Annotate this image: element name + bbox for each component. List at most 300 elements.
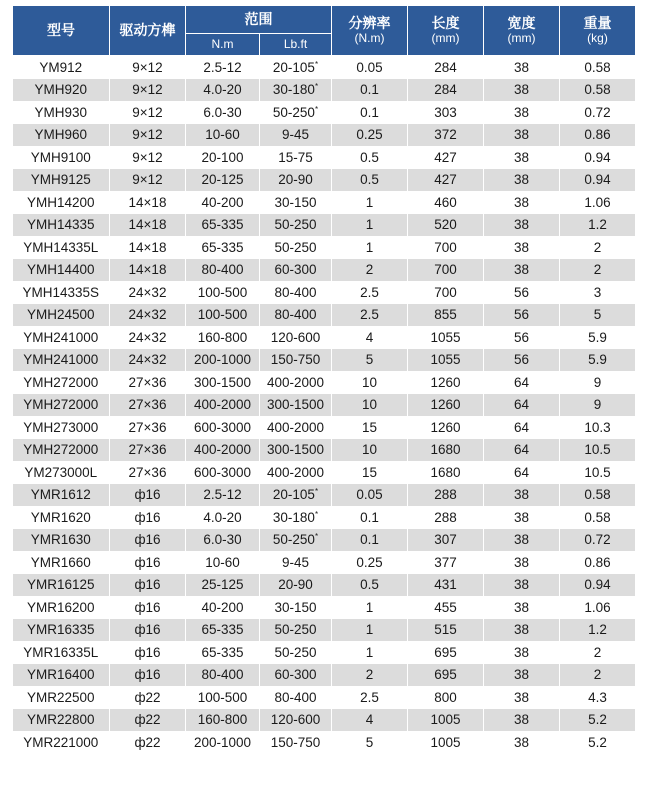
- cell-drive: ф16: [110, 551, 186, 574]
- cell-width: 38: [484, 191, 560, 214]
- cell-drive: 14×18: [110, 236, 186, 259]
- cell-drive: 9×12: [110, 101, 186, 124]
- cell-range-nm: 100-500: [186, 686, 260, 709]
- cell-weight: 1.2: [560, 619, 636, 642]
- cell-drive: 24×32: [110, 304, 186, 327]
- cell-width: 38: [484, 664, 560, 687]
- cell-range-nm: 4.0-20: [186, 506, 260, 529]
- cell-range-nm: 2.5-12: [186, 56, 260, 79]
- cell-width: 38: [484, 551, 560, 574]
- cell-resolution: 1: [332, 596, 408, 619]
- cell-weight: 0.58: [560, 79, 636, 102]
- cell-range-nm: 6.0-30: [186, 101, 260, 124]
- cell-resolution: 10: [332, 394, 408, 417]
- cell-weight: 1.2: [560, 214, 636, 237]
- cell-model: YMH14200: [13, 191, 110, 214]
- cell-length: 800: [408, 686, 484, 709]
- cell-range-lbft: 60-300: [260, 259, 332, 282]
- cell-model: YMR16200: [13, 596, 110, 619]
- cell-range-lbft: 30-180*: [260, 79, 332, 102]
- cell-width: 38: [484, 484, 560, 507]
- cell-range-lbft: 15-75: [260, 146, 332, 169]
- cell-model: YMR16400: [13, 664, 110, 687]
- cell-drive: ф16: [110, 484, 186, 507]
- cell-width: 38: [484, 574, 560, 597]
- cell-resolution: 0.5: [332, 574, 408, 597]
- cell-length: 700: [408, 281, 484, 304]
- table-header: [13, 6, 636, 56]
- cell-weight: 1.06: [560, 191, 636, 214]
- header-resolution: [332, 6, 408, 56]
- cell-range-lbft: 50-250*: [260, 529, 332, 552]
- cell-range-nm: 600-3000: [186, 416, 260, 439]
- cell-width: 38: [484, 169, 560, 192]
- footnote-mark: *: [314, 59, 319, 69]
- cell-resolution: 0.25: [332, 124, 408, 147]
- cell-width: 38: [484, 124, 560, 147]
- cell-range-nm: 65-335: [186, 619, 260, 642]
- cell-width: 38: [484, 236, 560, 259]
- cell-drive: 27×36: [110, 371, 186, 394]
- cell-width: 38: [484, 259, 560, 282]
- cell-model: YMR1630: [13, 529, 110, 552]
- cell-range-lbft: 150-750: [260, 731, 332, 754]
- cell-range-nm: 40-200: [186, 596, 260, 619]
- table-row: [13, 664, 636, 687]
- cell-range-lbft: 150-750: [260, 349, 332, 372]
- cell-resolution: 5: [332, 349, 408, 372]
- torque-wrench-spec-table: [12, 5, 636, 754]
- cell-drive: ф16: [110, 596, 186, 619]
- cell-width: 64: [484, 371, 560, 394]
- footnote-mark: *: [314, 509, 319, 519]
- cell-weight: 10.5: [560, 439, 636, 462]
- table-row: [13, 371, 636, 394]
- cell-model: YMR16335: [13, 619, 110, 642]
- cell-resolution: 0.1: [332, 101, 408, 124]
- cell-range-lbft: 80-400: [260, 686, 332, 709]
- cell-weight: 0.86: [560, 551, 636, 574]
- cell-range-nm: 80-400: [186, 259, 260, 282]
- cell-drive: ф22: [110, 686, 186, 709]
- table-row: [13, 304, 636, 327]
- cell-resolution: 15: [332, 461, 408, 484]
- cell-weight: 9: [560, 394, 636, 417]
- cell-model: YMH14335S: [13, 281, 110, 304]
- cell-resolution: 1: [332, 641, 408, 664]
- cell-weight: 3: [560, 281, 636, 304]
- footnote-mark: *: [314, 487, 319, 497]
- cell-range-nm: 65-335: [186, 214, 260, 237]
- cell-resolution: 1: [332, 236, 408, 259]
- cell-weight: 5.9: [560, 349, 636, 372]
- cell-weight: 0.58: [560, 56, 636, 79]
- cell-model: YMH241000: [13, 349, 110, 372]
- table-row: [13, 236, 636, 259]
- cell-weight: 2: [560, 641, 636, 664]
- cell-width: 38: [484, 731, 560, 754]
- cell-range-nm: 80-400: [186, 664, 260, 687]
- cell-range-lbft: 50-250: [260, 214, 332, 237]
- table-row: [13, 506, 636, 529]
- table-row: [13, 169, 636, 192]
- cell-range-lbft: 300-1500: [260, 439, 332, 462]
- cell-resolution: 2: [332, 259, 408, 282]
- cell-range-nm: 100-500: [186, 281, 260, 304]
- cell-model: YMH960: [13, 124, 110, 147]
- table-row: [13, 641, 636, 664]
- table-row: [13, 259, 636, 282]
- cell-weight: 0.58: [560, 506, 636, 529]
- cell-length: 1260: [408, 416, 484, 439]
- table-row: [13, 394, 636, 417]
- cell-range-lbft: 80-400: [260, 304, 332, 327]
- cell-length: 284: [408, 56, 484, 79]
- cell-width: 38: [484, 686, 560, 709]
- cell-range-lbft: 120-600: [260, 709, 332, 732]
- cell-model: YMH14335L: [13, 236, 110, 259]
- header-resolution-label: 分辨率: [348, 15, 391, 32]
- header-model: 型号: [13, 6, 110, 56]
- cell-drive: ф16: [110, 664, 186, 687]
- cell-drive: ф16: [110, 574, 186, 597]
- cell-model: YMH272000: [13, 394, 110, 417]
- cell-drive: 24×32: [110, 326, 186, 349]
- header-range-lbft: Lb.ft: [260, 34, 332, 56]
- table-row: [13, 349, 636, 372]
- cell-length: 284: [408, 79, 484, 102]
- cell-range-lbft: 50-250*: [260, 101, 332, 124]
- cell-range-nm: 40-200: [186, 191, 260, 214]
- cell-weight: 4.3: [560, 686, 636, 709]
- cell-weight: 0.86: [560, 124, 636, 147]
- cell-resolution: 0.1: [332, 506, 408, 529]
- cell-length: 855: [408, 304, 484, 327]
- cell-resolution: 2: [332, 664, 408, 687]
- cell-range-nm: 25-125: [186, 574, 260, 597]
- cell-weight: 0.72: [560, 101, 636, 124]
- cell-range-lbft: 20-90: [260, 169, 332, 192]
- table-row: [13, 191, 636, 214]
- cell-model: YMH14335: [13, 214, 110, 237]
- cell-length: 377: [408, 551, 484, 574]
- cell-model: YMH272000: [13, 439, 110, 462]
- cell-weight: 0.94: [560, 146, 636, 169]
- cell-model: YMR16335L: [13, 641, 110, 664]
- cell-length: 1005: [408, 731, 484, 754]
- header-drive: 驱动方榫: [110, 6, 186, 56]
- cell-range-lbft: 400-2000: [260, 371, 332, 394]
- cell-weight: 5.2: [560, 731, 636, 754]
- cell-length: 288: [408, 506, 484, 529]
- table-row: [13, 484, 636, 507]
- cell-drive: 14×18: [110, 191, 186, 214]
- table-row: [13, 529, 636, 552]
- cell-width: 38: [484, 101, 560, 124]
- table-row: [13, 574, 636, 597]
- cell-range-nm: 20-125: [186, 169, 260, 192]
- cell-range-lbft: 60-300: [260, 664, 332, 687]
- table-row: [13, 326, 636, 349]
- cell-width: 38: [484, 529, 560, 552]
- header-length: [408, 6, 484, 56]
- footnote-mark: *: [314, 532, 319, 542]
- cell-length: 288: [408, 484, 484, 507]
- header-weight-unit: (kg): [587, 30, 608, 45]
- header-range: 范围: [186, 6, 332, 34]
- cell-range-lbft: 300-1500: [260, 394, 332, 417]
- cell-range-lbft: 9-45: [260, 124, 332, 147]
- table-row: [13, 101, 636, 124]
- cell-resolution: 1: [332, 191, 408, 214]
- cell-drive: 27×36: [110, 416, 186, 439]
- cell-width: 38: [484, 506, 560, 529]
- cell-model: YMR1612: [13, 484, 110, 507]
- cell-drive: 27×36: [110, 461, 186, 484]
- cell-resolution: 0.5: [332, 169, 408, 192]
- cell-width: 56: [484, 326, 560, 349]
- cell-model: YMR1660: [13, 551, 110, 574]
- cell-model: YMR221000: [13, 731, 110, 754]
- header-width-unit: (mm): [507, 30, 536, 45]
- cell-weight: 0.72: [560, 529, 636, 552]
- cell-range-lbft: 9-45: [260, 551, 332, 574]
- cell-model: YMR22500: [13, 686, 110, 709]
- cell-range-lbft: 30-150: [260, 596, 332, 619]
- cell-weight: 2: [560, 664, 636, 687]
- cell-resolution: 15: [332, 416, 408, 439]
- cell-resolution: 0.05: [332, 56, 408, 79]
- cell-weight: 0.94: [560, 574, 636, 597]
- cell-drive: ф16: [110, 506, 186, 529]
- cell-range-nm: 600-3000: [186, 461, 260, 484]
- cell-width: 56: [484, 281, 560, 304]
- cell-range-nm: 160-800: [186, 709, 260, 732]
- cell-width: 38: [484, 214, 560, 237]
- table-row: [13, 439, 636, 462]
- cell-length: 372: [408, 124, 484, 147]
- cell-length: 695: [408, 641, 484, 664]
- cell-resolution: 0.25: [332, 551, 408, 574]
- cell-length: 1260: [408, 394, 484, 417]
- cell-resolution: 4: [332, 709, 408, 732]
- cell-range-nm: 2.5-12: [186, 484, 260, 507]
- table-row: [13, 461, 636, 484]
- header-resolution-unit: (N.m): [354, 30, 385, 45]
- cell-drive: ф22: [110, 709, 186, 732]
- cell-range-lbft: 50-250: [260, 236, 332, 259]
- cell-range-nm: 20-100: [186, 146, 260, 169]
- cell-range-lbft: 400-2000: [260, 416, 332, 439]
- cell-model: YM912: [13, 56, 110, 79]
- cell-model: YMR1620: [13, 506, 110, 529]
- cell-range-lbft: 20-105*: [260, 56, 332, 79]
- cell-range-lbft: 400-2000: [260, 461, 332, 484]
- cell-width: 64: [484, 416, 560, 439]
- table-row: [13, 731, 636, 754]
- cell-width: 64: [484, 394, 560, 417]
- cell-weight: 5.9: [560, 326, 636, 349]
- table-row: [13, 596, 636, 619]
- cell-drive: 9×12: [110, 169, 186, 192]
- cell-length: 520: [408, 214, 484, 237]
- cell-width: 38: [484, 641, 560, 664]
- cell-width: 38: [484, 709, 560, 732]
- cell-length: 431: [408, 574, 484, 597]
- cell-range-lbft: 50-250: [260, 619, 332, 642]
- cell-weight: 9: [560, 371, 636, 394]
- table-row: [13, 686, 636, 709]
- cell-width: 56: [484, 349, 560, 372]
- cell-range-lbft: 20-105*: [260, 484, 332, 507]
- table-body: [13, 56, 636, 754]
- cell-resolution: 10: [332, 371, 408, 394]
- cell-drive: 9×12: [110, 56, 186, 79]
- cell-range-nm: 160-800: [186, 326, 260, 349]
- table-row: [13, 416, 636, 439]
- cell-drive: 24×32: [110, 349, 186, 372]
- cell-width: 38: [484, 146, 560, 169]
- cell-resolution: 5: [332, 731, 408, 754]
- spec-table-container: [12, 5, 635, 754]
- header-width-label: 宽度: [507, 15, 536, 32]
- cell-drive: 27×36: [110, 439, 186, 462]
- cell-length: 515: [408, 619, 484, 642]
- cell-range-lbft: 30-180*: [260, 506, 332, 529]
- cell-range-lbft: 120-600: [260, 326, 332, 349]
- cell-width: 38: [484, 56, 560, 79]
- cell-model: YMH920: [13, 79, 110, 102]
- cell-drive: 9×12: [110, 124, 186, 147]
- table-row: [13, 281, 636, 304]
- cell-width: 64: [484, 439, 560, 462]
- cell-drive: 27×36: [110, 394, 186, 417]
- cell-range-nm: 200-1000: [186, 349, 260, 372]
- cell-range-nm: 4.0-20: [186, 79, 260, 102]
- table-row: [13, 214, 636, 237]
- cell-resolution: 0.1: [332, 79, 408, 102]
- cell-model: YMH273000: [13, 416, 110, 439]
- table-row: [13, 619, 636, 642]
- header-weight: [560, 6, 636, 56]
- cell-model: YM273000L: [13, 461, 110, 484]
- cell-range-nm: 10-60: [186, 124, 260, 147]
- cell-resolution: 2.5: [332, 304, 408, 327]
- cell-model: YMH9125: [13, 169, 110, 192]
- cell-weight: 0.94: [560, 169, 636, 192]
- cell-drive: ф16: [110, 641, 186, 664]
- header-width: [484, 6, 560, 56]
- cell-model: YMR16125: [13, 574, 110, 597]
- table-row: [13, 709, 636, 732]
- cell-resolution: 4: [332, 326, 408, 349]
- header-length-unit: (mm): [431, 30, 460, 45]
- header-length-label: 长度: [431, 15, 460, 32]
- cell-length: 1680: [408, 461, 484, 484]
- cell-range-nm: 10-60: [186, 551, 260, 574]
- cell-weight: 1.06: [560, 596, 636, 619]
- table-row: [13, 146, 636, 169]
- cell-resolution: 1: [332, 619, 408, 642]
- table-row: [13, 56, 636, 79]
- cell-length: 1005: [408, 709, 484, 732]
- cell-weight: 10.5: [560, 461, 636, 484]
- cell-model: YMR22800: [13, 709, 110, 732]
- cell-range-nm: 300-1500: [186, 371, 260, 394]
- cell-resolution: 2.5: [332, 686, 408, 709]
- cell-length: 427: [408, 169, 484, 192]
- cell-range-lbft: 80-400: [260, 281, 332, 304]
- cell-resolution: 0.1: [332, 529, 408, 552]
- cell-range-nm: 65-335: [186, 641, 260, 664]
- cell-model: YMH9100: [13, 146, 110, 169]
- cell-model: YMH930: [13, 101, 110, 124]
- cell-weight: 2: [560, 259, 636, 282]
- cell-length: 700: [408, 259, 484, 282]
- cell-range-nm: 65-335: [186, 236, 260, 259]
- cell-drive: ф22: [110, 731, 186, 754]
- cell-resolution: 2.5: [332, 281, 408, 304]
- cell-resolution: 1: [332, 214, 408, 237]
- cell-range-lbft: 20-90: [260, 574, 332, 597]
- cell-width: 38: [484, 79, 560, 102]
- cell-model: YMH14400: [13, 259, 110, 282]
- cell-resolution: 0.5: [332, 146, 408, 169]
- cell-drive: 24×32: [110, 281, 186, 304]
- cell-range-nm: 200-1000: [186, 731, 260, 754]
- cell-width: 56: [484, 304, 560, 327]
- cell-width: 38: [484, 619, 560, 642]
- cell-range-nm: 400-2000: [186, 439, 260, 462]
- cell-length: 303: [408, 101, 484, 124]
- cell-weight: 5: [560, 304, 636, 327]
- cell-length: 1260: [408, 371, 484, 394]
- cell-resolution: 10: [332, 439, 408, 462]
- table-row: [13, 124, 636, 147]
- cell-range-nm: 100-500: [186, 304, 260, 327]
- cell-range-lbft: 30-150: [260, 191, 332, 214]
- footnote-mark: *: [314, 104, 319, 114]
- cell-range-nm: 6.0-30: [186, 529, 260, 552]
- cell-length: 1055: [408, 349, 484, 372]
- header-range-nm: N.m: [186, 34, 260, 56]
- cell-weight: 10.3: [560, 416, 636, 439]
- cell-drive: 14×18: [110, 259, 186, 282]
- table-row: [13, 551, 636, 574]
- cell-weight: 5.2: [560, 709, 636, 732]
- cell-weight: 0.58: [560, 484, 636, 507]
- cell-length: 700: [408, 236, 484, 259]
- table-row: [13, 79, 636, 102]
- cell-length: 1055: [408, 326, 484, 349]
- cell-length: 427: [408, 146, 484, 169]
- cell-model: YMH272000: [13, 371, 110, 394]
- header-weight-label: 重量: [583, 15, 612, 32]
- cell-length: 460: [408, 191, 484, 214]
- cell-width: 38: [484, 596, 560, 619]
- cell-range-lbft: 50-250: [260, 641, 332, 664]
- cell-drive: 14×18: [110, 214, 186, 237]
- cell-drive: 9×12: [110, 146, 186, 169]
- cell-drive: ф16: [110, 529, 186, 552]
- cell-width: 64: [484, 461, 560, 484]
- footnote-mark: *: [314, 82, 319, 92]
- cell-length: 455: [408, 596, 484, 619]
- cell-length: 1680: [408, 439, 484, 462]
- cell-drive: ф16: [110, 619, 186, 642]
- cell-range-nm: 400-2000: [186, 394, 260, 417]
- cell-drive: 9×12: [110, 79, 186, 102]
